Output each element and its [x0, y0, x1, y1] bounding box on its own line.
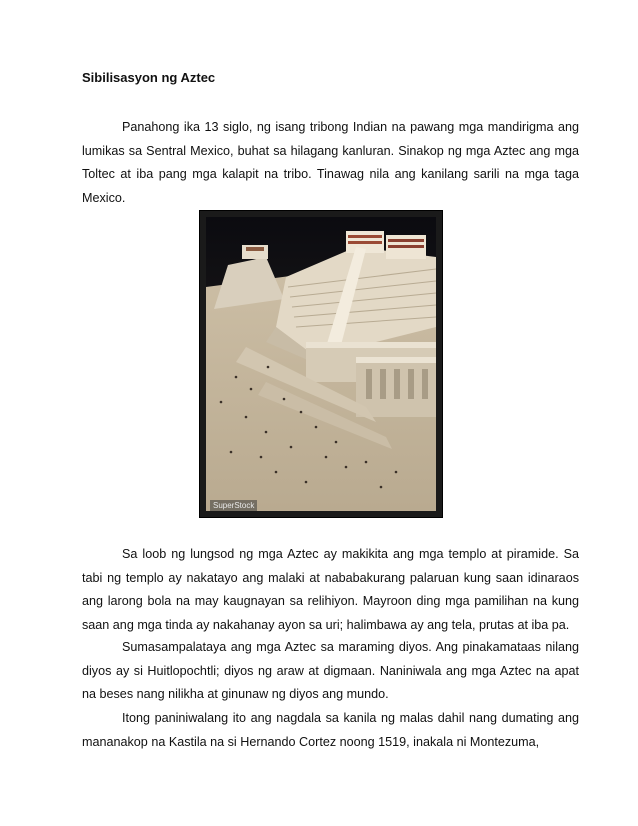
paragraph-3: Sumasampalataya ang mga Aztec sa maraming diyos. Ang pinakamataas nilang diyos ay si Huitlopochtli; diyos ng araw at digmaan. Naniniwala ang mga Aztec na apat na beses nang nilikha at ginunaw ng diyos ang mundo.: [82, 640, 579, 701]
watermark-label: SuperStock: [210, 500, 257, 511]
paragraph-1: Panahong ika 13 siglo, ng isang tribong Indian na pawang mga mandirigma ang lumikas sa Sentral Mexico, buhat sa hilagang kanluran. Sinakop ng mga Aztec ang mga Toltec at iba pang mga kalapit na tribo. Tinawag nila ang kanilang sarili na mga taga Mexico.: [82, 120, 579, 205]
paragraph-2: Sa loob ng lungsod ng mga Aztec ay makikita ang mga templo at piramide. Sa tabi ng templo ay nakatayo ang malaki at nababakurang palaruan kung saan idinaraos ang larong bola na may kaugnayan sa relihiyon. Mayroon ding mga pamilihan na kung saan ang mga tinda ay nakahanay ayon sa uri; halimbawa ay ang tela, prutas at iba pa.: [82, 547, 579, 632]
paragraph-4: Itong paniniwalang ito ang nagdala sa kanila ng malas dahil nang dumating ang mananakop na Kastila na si Hernando Cortez noong 1519, inakala ni Montezuma,: [82, 711, 579, 749]
temple-model-image: [206, 217, 436, 511]
aztec-temple-photo: [199, 210, 443, 518]
document-title: Sibilisasyon ng Aztec: [82, 70, 216, 85]
